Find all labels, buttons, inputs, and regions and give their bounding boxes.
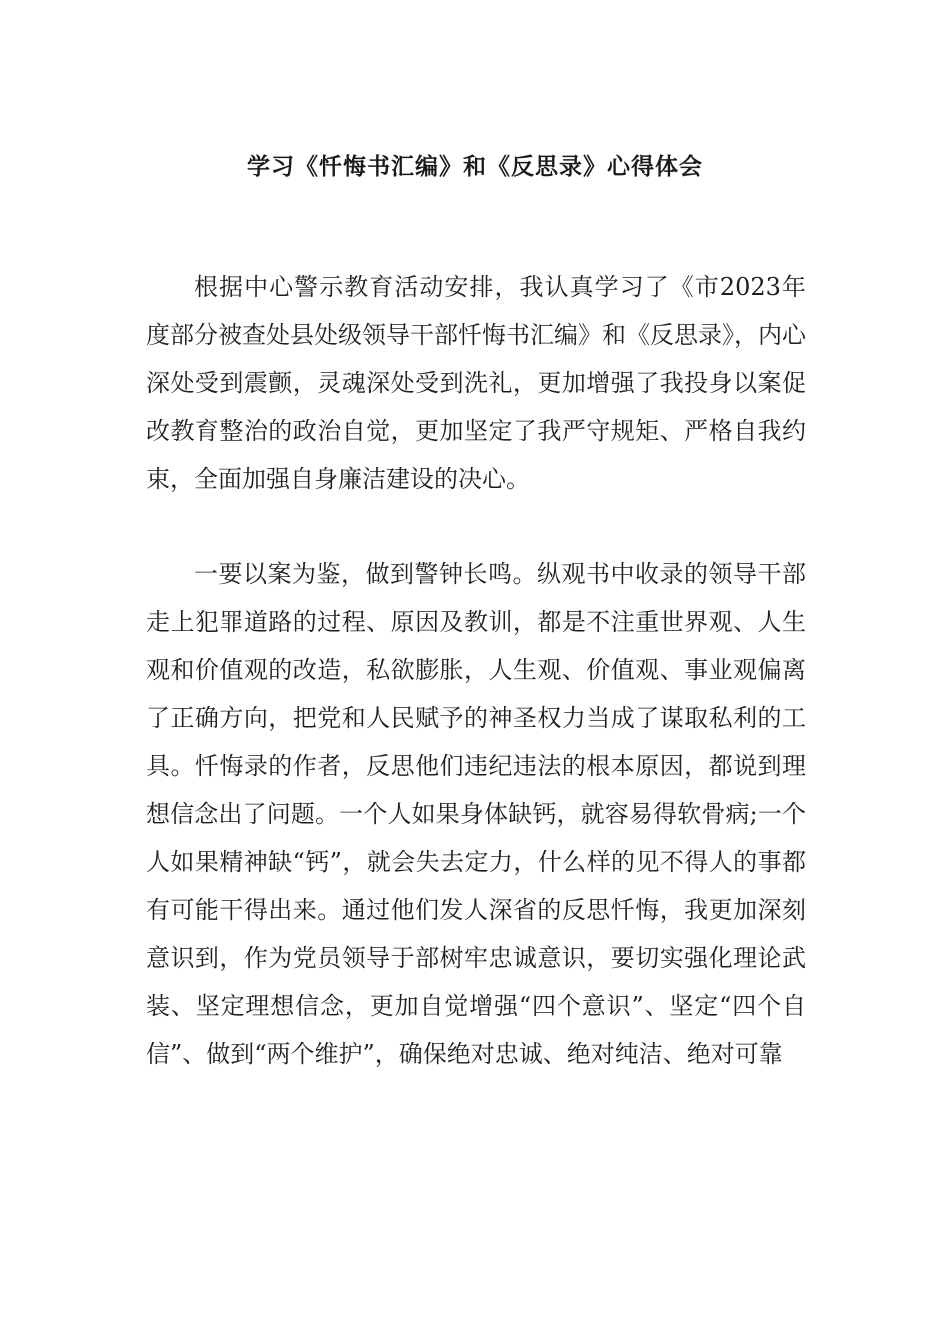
paragraph-intro: 根据中心警示教育活动安排，我认真学习了《市2023年度部分被查处县处级领导干部忏悔书汇编》和《反思录》，内心深处受到震颤，灵魂深处受到洗礼，更加增强了我投身以案促改教育整治的政治自觉，更加坚定了我严守规矩、严格自我约束，全面加强自身廉洁建设的决心。 <box>146 273 806 493</box>
paragraph-point-one: 一要以案为鉴，做到警钟长鸣。纵观书中收录的领导干部走上犯罪道路的过程、原因及教训，都是不注重世界观、人生观和价值观的改造，私欲膨胀，人生观、价值观、事业观偏离了正确方向，把党和人民赋予的神圣权力当成了谋取私利的工具。忏悔录的作者，反思他们违纪违法的根本原因，都说到理想信念出了问题。一个人如果身体缺钙，就容易得软骨病;一个人如果精神缺“钙”，就会失去定力，什么样的见不得人的事都有可能干得出来。通过他们发人深省的反思忏悔，我更加深刻意识到，作为党员领导于部树牢忠诚意识，要切实强化理论武装、坚定理想信念，更加自觉增强“四个意识”、坚定“四个自信”、做到“两个维护”，确保绝对忠诚、绝对纯洁、绝对可靠 <box>146 560 806 1068</box>
document-title: 学习《忏悔书汇编》和《反思录》心得体会 <box>247 154 703 181</box>
